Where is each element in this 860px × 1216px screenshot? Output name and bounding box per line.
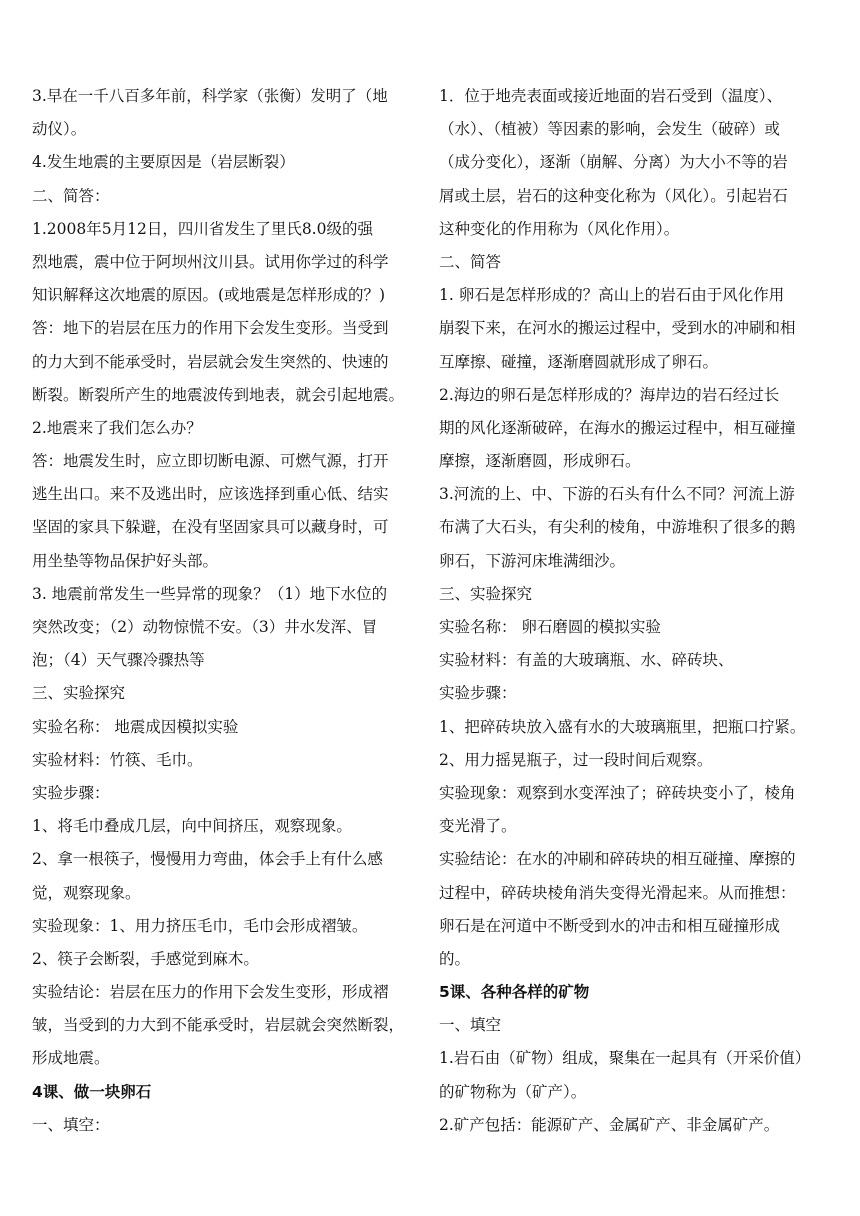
text-line: 2、用力摇晃瓶子，过一段时间后观察。 bbox=[439, 750, 713, 769]
text-line: （成分变化），逐渐（崩解、分离）为大小不等的岩 bbox=[439, 153, 788, 172]
text-line: 一、填空： bbox=[32, 1115, 110, 1134]
text-line: 二、简答： bbox=[32, 186, 110, 205]
text-line: 屑或土层，岩石的这种变化称为（风化）。引起岩石 bbox=[439, 186, 788, 205]
text-line: 实验材料：有盖的大玻璃瓶、水、碎砖块、 bbox=[439, 651, 734, 670]
left-column bbox=[32, 80, 425, 1142]
text-line: 用坐垫等物品保护好头部。 bbox=[32, 551, 219, 570]
text-line: 1、把碎砖块放入盛有水的大玻璃瓶里，把瓶口拧紧。 bbox=[439, 717, 806, 736]
text-line: 2.地震来了我们怎么办？ bbox=[32, 418, 202, 437]
text-line: （水）、（植被）等因素的影响，会发生（破碎）或 bbox=[439, 120, 781, 139]
text-line: 皱，当受到的力大到不能承受时，岩层就会突然断裂， bbox=[32, 1016, 405, 1035]
text-line: 答：地下的岩层在压力的作用下会发生变形。当受到 bbox=[32, 319, 389, 338]
text-line: 这种变化的作用称为（风化作用）。 bbox=[439, 219, 680, 238]
text-line: 实验材料：竹筷、毛巾。 bbox=[32, 750, 203, 769]
text-line: 互摩擦、碰撞，逐渐磨圆就形成了卵石。 bbox=[439, 352, 719, 371]
text-line: 1.岩石由（矿物）组成，聚集在一起具有（开采价值） bbox=[439, 1049, 811, 1068]
text-line: 实验步骤： bbox=[439, 684, 517, 703]
text-line: 2.矿产包括：能源矿产、金属矿产、非金属矿产。 bbox=[439, 1115, 780, 1134]
text-line: 一、填空 bbox=[439, 1016, 502, 1035]
text-line: 的。 bbox=[439, 949, 471, 968]
text-line: 答：地震发生时，应立即切断电源、可燃气源，打开 bbox=[32, 452, 389, 471]
text-line: 3. 地震前常发生一些异常的现象？（1）地下水位的 bbox=[32, 584, 388, 603]
text-line: 过程中，碎砖块棱角消失变得光滑起来。从而推想： bbox=[439, 883, 796, 902]
text-line: 2、筷子会断裂，手感觉到麻木。 bbox=[32, 949, 259, 968]
text-line: 实验现象：1、用力挤压毛巾，毛巾会形成褶皱。 bbox=[32, 916, 368, 935]
text-line: 三、实验探究 bbox=[32, 684, 126, 703]
text-line: 1．位于地壳表面或接近地面的岩石受到（温度）、 bbox=[439, 87, 783, 105]
text-line: 摩擦，逐渐磨圆，形成卵石。 bbox=[439, 452, 641, 471]
text-line: 1.2008年5月12日，四川省发生了里氏8.0级的强 bbox=[32, 219, 373, 238]
text-line: 布满了大石头，有尖利的棱角，中游堆积了很多的鹅 bbox=[439, 518, 796, 537]
text-line: 的力大到不能承受时，岩层就会发生突然的、快速的 bbox=[32, 352, 389, 371]
text-line: 觉，观察现象。 bbox=[32, 883, 141, 902]
text-line: 的矿物称为（矿产）。 bbox=[439, 1082, 587, 1101]
text-line: 变光滑了。 bbox=[439, 817, 517, 836]
text-line: 泡；（4）天气骤冷骤热等 bbox=[32, 651, 205, 670]
text-line: 形成地震。 bbox=[32, 1049, 110, 1068]
text-line: 实验结论：在水的冲刷和碎砖块的相互碰撞、摩擦的 bbox=[439, 850, 796, 869]
text-line: 3.早在一千八百多年前，科学家（张衡）发明了（地 bbox=[32, 87, 388, 105]
text-line: 烈地震，震中位于阿坝州汶川县。试用你学过的科学 bbox=[32, 252, 389, 271]
text-line: 卵石，下游河床堆满细沙。 bbox=[439, 551, 626, 570]
text-line: 崩裂下来，在河水的搬运过程中，受到水的冲刷和相 bbox=[439, 319, 796, 338]
text-line: 二、简答 bbox=[439, 252, 502, 271]
text-line: 实验现象：观察到水变浑浊了；碎砖块变小了，棱角 bbox=[439, 783, 796, 802]
text-line: 动仪）。 bbox=[32, 120, 87, 139]
text-line: 3.河流的上、中、下游的石头有什么不同？河流上游 bbox=[439, 485, 795, 504]
text-line: 实验名称： 地震成因模拟实验 bbox=[32, 717, 239, 736]
text-line: 断裂。断裂所产生的地震波传到地表，就会引起地震。 bbox=[32, 385, 405, 404]
text-line: 实验结论：岩层在压力的作用下会发生变形，形成褶 bbox=[32, 983, 389, 1002]
text-line: 2、拿一根筷子，慢慢用力弯曲，体会手上有什么感 bbox=[32, 850, 383, 869]
text-line: 实验名称： 卵石磨圆的模拟实验 bbox=[439, 618, 661, 636]
section-heading: 5课、各种各样的矿物 bbox=[439, 983, 590, 1002]
text-line: 突然改变；（2）动物惊慌不安。（3）井水发浑、冒 bbox=[32, 618, 378, 636]
text-line: 1. 卵石是怎样形成的？高山上的岩石由于风化作用 bbox=[439, 286, 785, 305]
text-line: 逃生出口。来不及逃出时，应该选择到重心低、结实 bbox=[32, 485, 389, 504]
text-line: 1、将毛巾叠成几层，向中间挤压，观察现象。 bbox=[32, 817, 352, 836]
text-line: 卵石是在河道中不断受到水的冲击和相互碰撞形成 bbox=[439, 916, 781, 935]
right-column bbox=[439, 80, 831, 1142]
text-line: 知识解释这次地震的原因。(或地震是怎样形成的？) bbox=[32, 286, 386, 305]
text-line: 三、实验探究 bbox=[439, 584, 533, 603]
text-line: 实验步骤： bbox=[32, 783, 110, 802]
text-line: 4.发生地震的主要原因是（岩层断裂） bbox=[32, 153, 295, 172]
text-line: 坚固的家具下躲避，在没有坚固家具可以藏身时，可 bbox=[32, 518, 389, 537]
text-line: 期的风化逐渐破碎，在海水的搬运过程中，相互碰撞 bbox=[439, 418, 796, 437]
text-line: 2.海边的卵石是怎样形成的？海岸边的岩石经过长 bbox=[439, 385, 780, 404]
section-heading: 4课、做一块卵石 bbox=[32, 1082, 152, 1101]
